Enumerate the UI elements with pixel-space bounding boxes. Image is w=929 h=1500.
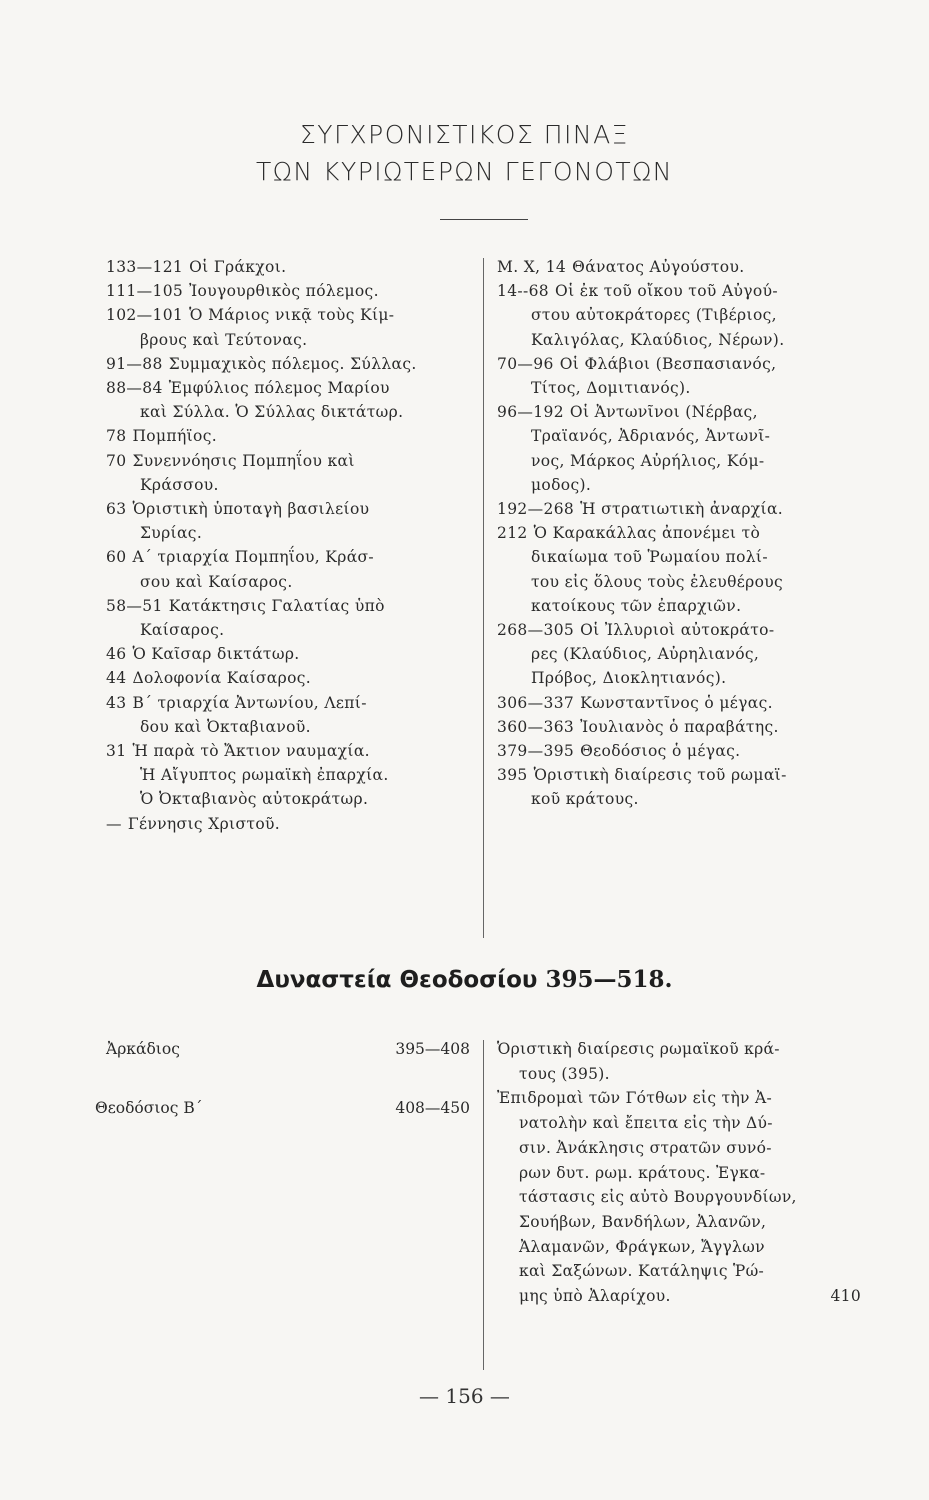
entry-date: 133—121 <box>106 258 184 276</box>
chronology-entry <box>497 279 857 352</box>
event-line <box>497 1235 861 1260</box>
event-line <box>497 1284 861 1309</box>
chronology-entry <box>106 352 468 376</box>
entry-text: Β΄ τριαρχία Ἀντωνίου, Λεπί- <box>132 693 367 712</box>
entry-date: 60 <box>106 548 127 567</box>
entry-date: 91—88 <box>106 354 163 373</box>
entry-text: Καίσαρος. <box>140 621 225 640</box>
chronology-right-column <box>497 255 857 812</box>
entry-text: Ὁ Καῖσαρ δικτάτωρ. <box>132 645 300 664</box>
chronology-entry <box>106 303 468 351</box>
chronology-entry <box>497 255 857 279</box>
event-year: 410 <box>830 1287 861 1306</box>
entry-date: 31 <box>106 742 127 761</box>
chronology-entry <box>497 497 857 521</box>
entry-text: κοῦ κράτους. <box>531 790 639 809</box>
dynasty-range: 395—518. <box>545 966 673 993</box>
entry-text: βρους καὶ Τεύτονας. <box>140 330 308 349</box>
event-line <box>497 1185 861 1210</box>
entry-text: Συνεννόησις Πομπηΐου καὶ <box>132 451 355 470</box>
dynasty-events <box>497 1037 861 1309</box>
event-line <box>497 1086 861 1111</box>
event-text: νατολὴν καὶ ἔπειτα εἰς τὴν Δύ- <box>519 1114 773 1133</box>
chronology-entry <box>497 739 857 763</box>
event-text: Ἐπιδρομαὶ τῶν Γότθων εἰς τὴν Ἀ- <box>497 1089 773 1108</box>
ruler-years: 395—408 <box>395 1040 470 1058</box>
entry-text: σου καὶ Καίσαρος. <box>140 572 293 591</box>
entry-date: 88—84 <box>106 379 163 398</box>
chronology-entry <box>106 449 468 497</box>
event-line <box>497 1062 861 1087</box>
entry-date: 43 <box>106 693 127 712</box>
entry-date: — <box>106 814 122 833</box>
chronology-entry <box>106 255 468 279</box>
column-divider <box>483 258 484 938</box>
entry-text: Α΄ τριαρχία Πομπηΐου, Κράσ- <box>132 548 375 567</box>
entry-text: δου καὶ Ὀκταβιανοῦ. <box>140 717 311 736</box>
chronology-entry <box>497 715 857 739</box>
entry-text: Ἰουλιανὸς ὁ παραβάτης. <box>580 717 779 736</box>
chronology-entry <box>106 594 468 642</box>
chronology-entry <box>106 279 468 303</box>
entry-date: 78 <box>106 427 127 446</box>
entry-date: 212 <box>497 524 528 543</box>
ruler-name: Ἀρκάδιος <box>106 1040 180 1058</box>
chronology-entry <box>497 763 857 811</box>
entry-text: Θάνατος Αὐγούστου. <box>572 258 745 276</box>
entry-date: 14--68 <box>497 282 550 301</box>
entry-date: 379—395 <box>497 742 575 761</box>
event-text: ρων δυτ. ρωμ. κράτους. Ἐγκα- <box>519 1163 766 1182</box>
entry-text: Ἡ Αἴγυπτος ρωμαϊκὴ ἐπαρχία. <box>140 766 389 785</box>
entry-date: 306—337 <box>497 693 575 712</box>
entry-date: 395 <box>497 766 528 785</box>
entry-text: Ὁ Ὀκταβιανὸς αὐτοκράτωρ. <box>140 790 369 809</box>
entry-date: 96—192 <box>497 403 564 422</box>
entry-text: Πομπήϊος. <box>132 427 218 446</box>
entry-date: Μ. Χ, 14 <box>497 258 567 276</box>
event-text: τάστασις εἰς αὐτὸ Βουργουνδίων, <box>519 1188 797 1207</box>
entry-text: καὶ Σύλλα. Ὁ Σύλλας δικτάτωρ. <box>140 403 404 422</box>
chronology-entry <box>106 812 468 836</box>
ruler-years: 408—450 <box>395 1099 470 1117</box>
chronology-entry <box>497 521 857 618</box>
entry-date: 111—105 <box>106 282 184 301</box>
entry-text: Οἱ Ἰλλυριοὶ αὐτοκράτο- <box>580 621 775 640</box>
event-line <box>497 1161 861 1186</box>
entry-text: Ἡ παρὰ τὸ Ἄκτιον ναυμαχία. <box>132 742 370 761</box>
entry-text: Θεοδόσιος ὁ μέγας. <box>580 742 741 761</box>
entry-date: 63 <box>106 500 127 519</box>
title-divider <box>440 219 528 220</box>
entry-date: 70 <box>106 451 127 470</box>
chronology-entry <box>106 376 468 424</box>
event-text: Σουήβων, Βανδήλων, Ἀλανῶν, <box>519 1212 767 1231</box>
event-line <box>497 1259 861 1284</box>
entry-text: Οἱ ἐκ τοῦ οἴκου τοῦ Αὐγού- <box>555 282 778 301</box>
entry-text: Τίτος, Δομιτιανός). <box>531 379 691 398</box>
entry-text: Κωνσταντῖνος ὁ μέγας. <box>580 693 773 712</box>
chronology-entry <box>497 691 857 715</box>
dynasty-title: Δυναστεία Θεοδοσίου <box>256 967 538 993</box>
event-line <box>497 1210 861 1235</box>
event-text: σιν. Ἀνάκλησις στρατῶν συνό- <box>519 1138 772 1157</box>
entry-text: Συμμαχικὸς πόλεμος. Σύλλας. <box>168 354 417 373</box>
chronology-entry <box>106 497 468 545</box>
event-line <box>497 1136 861 1161</box>
entry-text: Οἱ Φλάβιοι (Βεσπασιανός, <box>559 354 777 373</box>
event-text: Ὁριστικὴ διαίρεσις ρωμαϊκοῦ κρά- <box>497 1040 780 1058</box>
chronology-entry <box>106 739 468 812</box>
chronology-entry <box>497 618 857 691</box>
chronology-entry <box>106 666 468 690</box>
entry-text: ρες (Κλαύδιος, Αὐρηλιανός, <box>531 645 760 664</box>
event-text: τους (395). <box>519 1064 610 1083</box>
entry-date: 268—305 <box>497 621 575 640</box>
ruler-name: Θεοδόσιος Β΄ <box>95 1099 203 1117</box>
entry-text: Συρίας. <box>140 524 203 543</box>
entry-text: κατοίκους τῶν ἐπαρχιῶν. <box>531 596 742 615</box>
entry-text: μοδος). <box>531 475 592 494</box>
entry-text: Κράσσου. <box>140 475 219 494</box>
entry-text: Ὁριστικὴ διαίρεσις τοῦ ρωμαϊ- <box>533 766 787 785</box>
chronology-entry <box>497 352 857 400</box>
chronology-entry <box>497 400 857 497</box>
page-title-line-1: ΣΥΓΧΡΟΝΙΣΤΙΚΟΣ ΠΙΝΑΞ <box>300 120 629 149</box>
entry-text: Οἱ Γράκχοι. <box>189 258 287 276</box>
entry-text: Δολοφονία Καίσαρος. <box>132 669 312 688</box>
event-text: καὶ Σαξώνων. Κατάληψις Ῥώ- <box>519 1262 765 1281</box>
entry-text: Ὁ Καρακάλλας ἀπονέμει τὸ <box>533 524 761 543</box>
entry-text: Ἰουγουρθικὸς πόλεμος. <box>189 282 379 301</box>
entry-text: Γέννησις Χριστοῦ. <box>127 814 281 833</box>
chronology-entry <box>106 642 468 666</box>
entry-text: στου αὐτοκράτορες (Τιβέριος, <box>531 306 777 325</box>
chronology-entry <box>106 545 468 593</box>
entry-text: Ἡ στρατιωτικὴ ἀναρχία. <box>580 500 784 519</box>
page-title-line-2: ΤΩΝ ΚΥΡΙΩΤΕΡΩΝ ΓΕΓΟΝΟΤΩΝ <box>256 157 673 186</box>
column-divider-lower <box>483 1040 484 1370</box>
entry-date: 70—96 <box>497 354 554 373</box>
entry-text: δικαίωμα τοῦ Ῥωμαίου πολί- <box>531 548 768 567</box>
event-text: μης ὑπὸ Ἀλαρίχου. <box>519 1287 671 1306</box>
entry-date: 360—363 <box>497 717 575 736</box>
event-text: Ἀλαμανῶν, Φράγκων, Ἄγγλων <box>519 1237 765 1256</box>
entry-text: του εἰς ὅλους τοὺς ἐλευθέρους <box>531 572 784 591</box>
entry-date: 58—51 <box>106 596 163 615</box>
entry-text: Κατάκτησις Γαλατίας ὑπὸ <box>168 596 385 615</box>
entry-text: Ἐμφύλιος πόλεμος Μαρίου <box>168 379 390 398</box>
entry-date: 46 <box>106 645 127 664</box>
event-line <box>497 1111 861 1136</box>
entry-text: νος, Μάρκος Αὐρήλιος, Κόμ- <box>531 451 765 470</box>
entry-text: Τραϊανός, Ἀδριανός, Ἀντωνῖ- <box>531 427 771 446</box>
entry-date: 44 <box>106 669 127 688</box>
entry-date: 192—268 <box>497 500 575 519</box>
entry-text: Οἱ Ἀντωνῖνοι (Νέρβας, <box>569 403 758 422</box>
entry-text: Καλιγόλας, Κλαύδιος, Νέρων). <box>531 330 785 349</box>
chronology-entry <box>106 424 468 448</box>
entry-text: Πρόβος, Διοκλητιανός). <box>531 669 727 688</box>
dynasty-heading <box>0 966 929 993</box>
chronology-left-column <box>106 255 468 836</box>
entry-date: 102—101 <box>106 306 184 325</box>
chronology-entry <box>106 691 468 739</box>
event-line <box>497 1037 861 1062</box>
page-number: — 156 — <box>419 1384 510 1408</box>
entry-text: Ὁριστικὴ ὑποταγὴ βασιλείου <box>132 500 370 519</box>
entry-text: Ὁ Μάριος νικᾷ τοὺς Κίμ- <box>189 306 395 325</box>
